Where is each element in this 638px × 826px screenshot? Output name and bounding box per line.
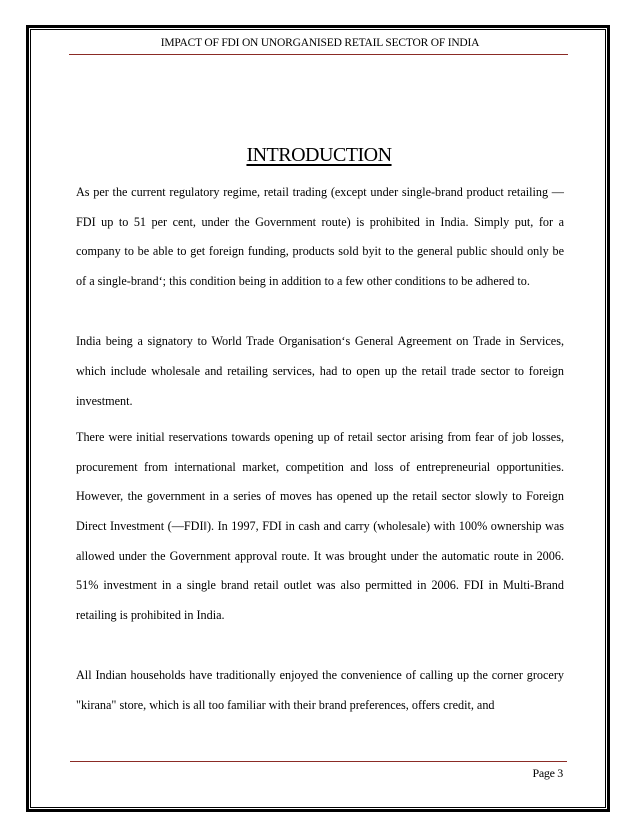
page-number: Page 3 — [532, 766, 563, 780]
section-title — [0, 144, 638, 167]
paragraph: India being a signatory to World Trade Organisation‘s General Agreement on Trade in Services, which include wholesale and retailing services, had to open up the retail trade sector to foreign investment. — [76, 334, 564, 408]
running-header: IMPACT OF FDI ON UNORGANISED RETAIL SECTOR OF INDIA — [160, 37, 480, 49]
section-title-text: INTRODUCTION — [246, 144, 392, 166]
body-text — [76, 178, 564, 721]
footer-rule — [70, 761, 567, 762]
paragraph: As per the current regulatory regime, retail trading (except under single-brand product retailing — FDI up to 51 per cent, under the Government route) is prohibited in India. Simply put, for a company to be able to get foreign funding, products sold byit to the general public should only be of a single-brand‘; this condition being in addition to a few other conditions to be adhered to. — [76, 185, 564, 288]
header-rule — [69, 54, 568, 55]
paragraph: There were initial reservations towards opening up of retail sector arising from fear of job losses, procurement from international market, competition and loss of entrepreneurial opportunities. However, the government in a series of moves has opened up the retail sector slowly to Foreign Direct Investment (―FDI‖). In 1997, FDI in cash and carry (wholesale) with 100% ownership was allowed under the Government approval route. It was brought under the automatic route in 2006. 51% investment in a single brand retail outlet was also permitted in 2006. FDI in Multi-Brand retailing is prohibited in India. — [76, 430, 564, 622]
paragraph: All Indian households have traditionally enjoyed the convenience of calling up the corner grocery "kirana" store, which is all too familiar with their brand preferences, offers credit, and — [76, 668, 564, 712]
